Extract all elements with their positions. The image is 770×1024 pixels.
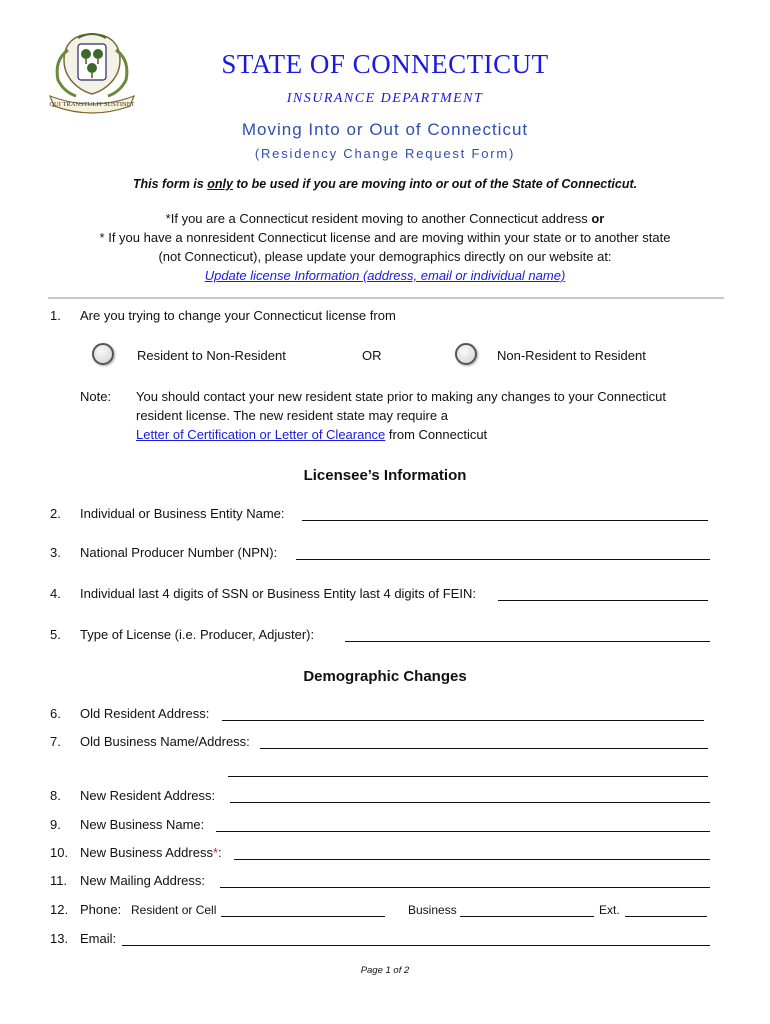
resident-cell-field[interactable] [221,902,385,917]
field-number: 7. [50,734,61,749]
old-business-label: Old Business Name/Address: [80,734,250,749]
new-business-name-field[interactable] [216,817,710,832]
certification-link[interactable]: Letter of Certification or Letter of Clearance [136,427,386,442]
ssn-fein-label: Individual last 4 digits of SSN or Business Entity last 4 digits of FEIN: [80,586,476,601]
option-nonresident-to-resident: Non-Resident to Resident [497,348,646,363]
ext-field[interactable] [625,902,707,917]
q1-question: Are you trying to change your Connecticut license from [80,308,396,323]
field-number: 2. [50,506,61,521]
phone-label: Phone: [80,902,122,917]
field-number: 11. [50,873,68,888]
ext-label: Ext. [599,903,620,917]
new-business-name-label: New Business Name: [80,817,205,832]
new-resident-address-field[interactable] [230,788,710,803]
q1-number: 1. [50,308,61,323]
old-resident-address-field[interactable] [222,706,704,721]
licensee-heading: Licensee’s Information [303,467,467,484]
page-number: Page 1 of 2 [360,965,410,976]
resident-cell-label: Resident or Cell [131,903,217,917]
ssn-fein-field[interactable] [498,586,708,601]
option-resident-to-nonresident: Resident to Non-Resident [137,348,286,363]
new-resident-address-label: New Resident Address: [80,788,216,803]
divider [48,297,724,299]
new-business-address-label: New Business Address*: [80,845,222,860]
radio-resident-to-nonresident[interactable] [92,343,114,365]
business-phone-label: Business [408,903,457,917]
radio-nonresident-to-resident[interactable] [455,343,477,365]
bullet-resident: *If you are a Connecticut resident moving to another Connecticut address or [165,211,605,226]
required-mark: * [212,845,219,860]
license-type-label: Type of License (i.e. Producer, Adjuster): [80,627,315,642]
form-subtitle: (Residency Change Request Form) [254,146,516,161]
or-label: OR [362,348,382,363]
business-phone-field[interactable] [460,902,594,917]
entity-name-label: Individual or Business Entity Name: [80,506,285,521]
usage-notice: This form is only to be used if you are moving into or out of the State of Connecticut. [132,177,638,191]
note-line2: resident license. The new resident state may require a [136,408,448,423]
update-license-link-wrap [0,268,770,283]
npn-field[interactable] [296,545,710,560]
bullet-nonresident-line2: (not Connecticut), please update your demographics directly on our website at: [158,249,612,264]
old-resident-address-label: Old Resident Address: [80,706,210,721]
state-title: STATE OF CONNECTICUT [221,49,549,79]
old-business-field[interactable] [260,734,708,749]
field-number: 8. [50,788,61,803]
field-number: 10. [50,845,69,860]
email-field[interactable] [122,931,710,946]
note-line3: Letter of Certification or Letter of Clearance from Connecticut [136,427,488,442]
new-mailing-address-field[interactable] [220,873,710,888]
field-number: 6. [50,706,61,721]
field-number: 13. [50,931,69,946]
note-label: Note: [80,389,112,404]
field-number: 9. [50,817,61,832]
demographic-heading: Demographic Changes [303,668,467,685]
form-title: Moving Into or Out of Connecticut [241,120,529,139]
seal-motto: QUI TRANSTULIT SUSTINET [49,101,135,108]
note-line1: You should contact your new resident state prior to making any changes to your Connecticut [136,389,666,404]
field-number: 3. [50,545,61,560]
field-number: 4. [50,586,61,601]
entity-name-field[interactable] [302,506,708,521]
update-license-link[interactable]: Update license Information (address, email or individual name) [204,268,566,283]
field-number: 12. [50,902,69,917]
department-name: INSURANCE DEPARTMENT [286,91,484,106]
npn-label: National Producer Number (NPN): [80,545,278,560]
field-number: 5. [50,627,61,642]
new-business-address-field[interactable] [234,845,710,860]
old-business-field-line2[interactable] [228,762,708,777]
license-type-field[interactable] [345,627,710,642]
new-mailing-address-label: New Mailing Address: [80,873,205,888]
bullet-nonresident-line1: * If you have a nonresident Connecticut license and are moving within your state or to another state [99,230,671,245]
email-label: Email: [80,931,117,946]
